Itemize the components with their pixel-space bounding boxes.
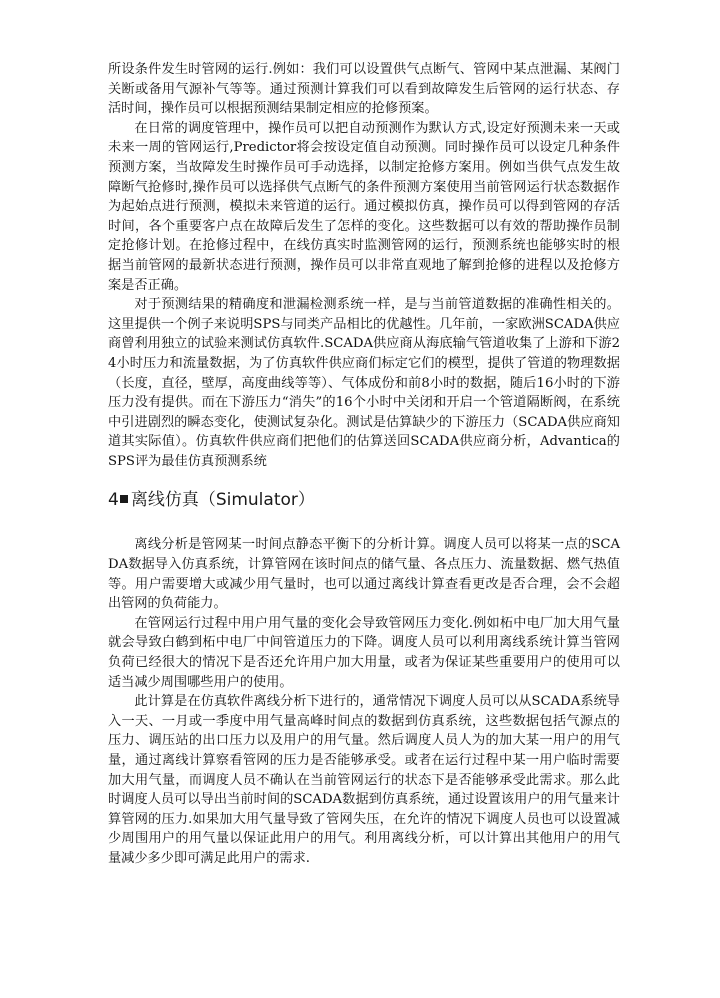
paragraph-daily-dispatch: 在日常的调度管理中，操作员可以把自动预测作为默认方式,设定好预测未来一天或未来一周的管网运行,Predictor将会按设定值自动预测。同时操作员可以设定几种条件预测方案，当故障发生时操作员可手动选择，以制定抢修方案用。例如当供气点发生故障断气抢修时,操作员可以选择供气点断气的条件预测方案使用当前管网运行状态数据作为起始点进行预测，模拟未来管道的运行。通过模拟仿真，操作员可以得到管网的存活时间，各个重要客户点在故障后发生了怎样的变化。这些数据可以有效的帮助操作员制定抢修计划。在抢修过程中，在线仿真实时监测管网的运行，预测系统也能够实时的根据当前管网的最新状态进行预测，操作员可以非常直观地了解到抢修的进程以及抢修方案是否正确。 (108, 120, 620, 293)
heading-bullet-icon (120, 495, 128, 503)
paragraph-load-change: 在管网运行过程中用户用气量的变化会导致管网压力变化.例如柘中电厂加大用气量就会导致白鹤到柘中电厂中间管道压力的下降。调度人员可以利用离线系统计算当管网负荷已经很大的情况下是否还允许用户加大用量，或者为保证某些重要用户的使用可以适当减少周围哪些用户的使用。 (108, 615, 620, 690)
section-number: 4 (108, 490, 119, 511)
document-page (108, 60, 620, 869)
section-title: 离线仿真（Simulator） (130, 490, 315, 511)
section-heading (108, 488, 620, 512)
paragraph-offline-analysis: 离线分析是管网某一时间点静态平衡下的分析计算。调度人员可以将某一点的SCADA数据导入仿真系统，计算管网在该时间点的储气量、各点压力、流量数据、燃气热值等。用户需要增大或减少用气量时，也可以通过离线计算查看更改是否合理，会不会超出管网的负荷能力。 (108, 537, 620, 612)
paragraph-prediction-accuracy: 对于预测结果的精确度和泄漏检测系统一样，是与当前管道数据的准确性相关的。这里提供一个例子来说明SPS与同类产品相比的优越性。几年前，一家欧洲SCADA供应商曾利用独立的试验来测试仿真软件.SCADA供应商从海底输气管道收集了上游和下游24小时压力和流量数据，为了仿真软件供应商们标定它们的模型，提供了管道的物理数据（长度，直径，壁厚，高度曲线等等）、气体成份和前8小时的数据，随后16小时的下游压力没有提供。而在下游压力“消失”的16个小时中关闭和开启一个管道隔断阀，在系统中引进剧烈的瞬态变化，使测试复杂化。测试是估算缺少的下游压力（SCADA供应商知道其实际值）。仿真软件供应商们把他们的估算送回SCADA供应商分析，Advantica的SPS评为最佳仿真预测系统 (108, 297, 620, 469)
paragraph-scenario-intro: 所设条件发生时管网的运行.例如：我们可以设置供气点断气、管网中某点泄漏、某阀门关断或备用气源补气等等。通过预测计算我们可以看到故障发生后管网的运行状态、存活时间，操作员可以根据预测结果制定相应的抢修预案。 (108, 62, 620, 117)
paragraph-peak-calculation: 此计算是在仿真软件离线分析下进行的，通常情况下调度人员可以从SCADA系统导入一天、一月或一季度中用气量高峰时间点的数据到仿真系统，这些数据包括气源点的压力、调压站的出口压力以及用户的用气量。然后调度人员人为的加大某一用户的用气量，通过离线计算察看管网的压力是否能够承受。或者在运行过程中某一用户临时需要加大用气量，而调度人员不确认在当前管网运行的状态下是否能够承受此需求。那么此时调度人员可以导出当前时间的SCADA数据到仿真系统，通过设置该用户的用气量来计算管网的压力.如果加大用气量导致了管网失压，在允许的情况下调度人员也可以设置减少周围用户的用气量以保证此用户的用气。利用离线分析，可以计算出其他用户的用气量减少多少即可满足此用户的需求. (108, 694, 620, 866)
